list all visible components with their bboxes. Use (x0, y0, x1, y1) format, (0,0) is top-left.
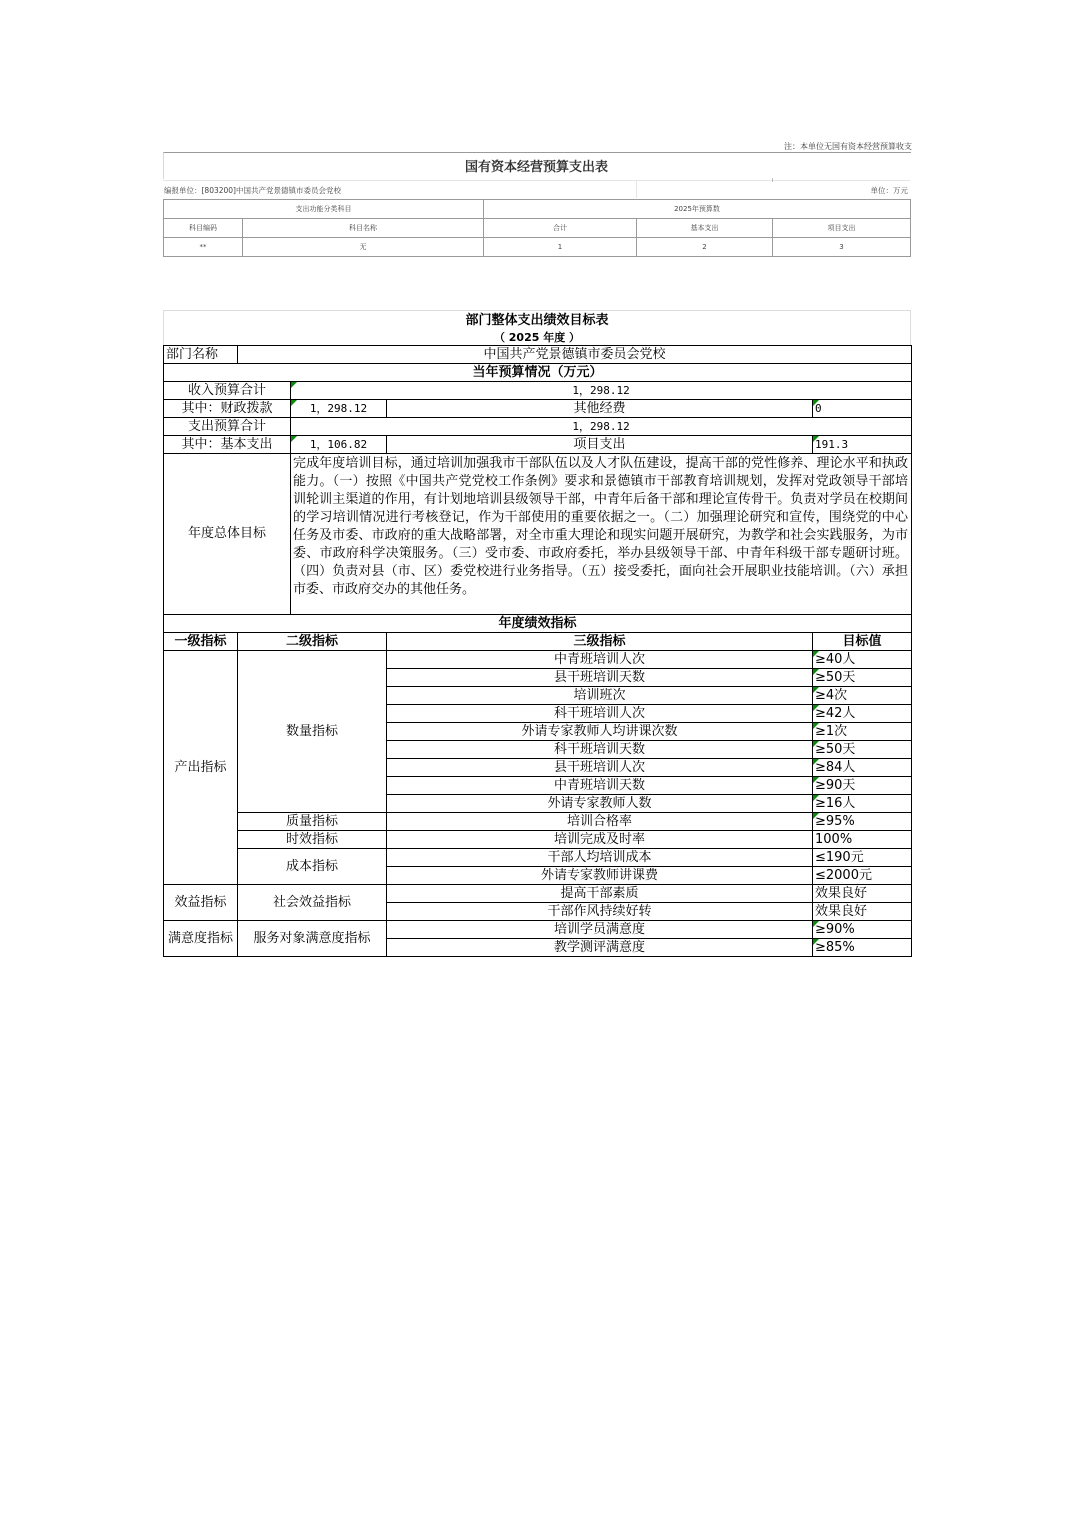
table-row (164, 849, 912, 867)
indicator-target: ≤190元 (813, 849, 912, 867)
table1-group-header: 2025年预算数 (484, 200, 911, 219)
indicator-target: ≥85% (813, 939, 912, 957)
table1-divider (163, 180, 910, 181)
indicator-target: ≥50天 (813, 741, 912, 759)
performance-target-table (163, 345, 912, 957)
other-funds-label: 其他经费 (387, 400, 813, 418)
table-row (164, 921, 912, 939)
level1-output: 产出指标 (164, 651, 238, 885)
performance-section-header: 年度绩效指标 (164, 615, 912, 633)
cell-marker-icon (813, 705, 819, 711)
indicator-target: 效果良好 (813, 885, 912, 903)
indicator-name: 培训学员满意度 (387, 921, 813, 939)
indicator-target: 100% (813, 831, 912, 849)
indicator-target: ≤2000元 (813, 867, 912, 885)
indicator-target: 效果良好 (813, 903, 912, 921)
cell-marker-icon (813, 723, 819, 729)
cell-marker-icon (813, 687, 819, 693)
other-funds-value: 0 (813, 400, 912, 418)
table1-column-header: 科目名称 (243, 219, 484, 238)
indicator-name: 科干班培训人次 (387, 705, 813, 723)
column-header-level3: 三级指标 (387, 633, 813, 651)
table2-year: （ 2025 年度 ） (163, 330, 911, 345)
table-row (164, 831, 912, 849)
cell-marker-icon (291, 400, 297, 406)
indicator-name: 县干班培训人次 (387, 759, 813, 777)
level1-satisfaction: 满意度指标 (164, 921, 238, 957)
table1-divider (772, 178, 773, 182)
table-row (164, 885, 912, 903)
table1-cell: 无 (243, 238, 484, 257)
indicator-name: 培训班次 (387, 687, 813, 705)
table1-column-header: 基本支出 (637, 219, 773, 238)
cell-marker-icon (813, 651, 819, 657)
cell-marker-icon (813, 741, 819, 747)
table1-cell: 1 (484, 238, 637, 257)
cell-marker-icon (291, 382, 297, 388)
column-header-level2: 二级指标 (238, 633, 387, 651)
basic-expense-value: 1，106.82 (291, 436, 387, 454)
indicator-target: ≥42人 (813, 705, 912, 723)
indicator-name: 中青班培训天数 (387, 777, 813, 795)
cell-marker-icon (813, 939, 819, 945)
indicator-name: 培训完成及时率 (387, 831, 813, 849)
fiscal-allocation-label: 其中：财政拨款 (164, 400, 291, 418)
level2-timeliness: 时效指标 (238, 831, 387, 849)
cell-marker-icon (813, 921, 819, 927)
indicator-target: ≥40人 (813, 651, 912, 669)
indicator-target: ≥4次 (813, 687, 912, 705)
indicator-target: ≥90% (813, 921, 912, 939)
indicator-name: 外请专家教师人均讲课次数 (387, 723, 813, 741)
indicator-name: 干部作风持续好转 (387, 903, 813, 921)
level2-quality: 质量指标 (238, 813, 387, 831)
indicator-target: ≥16人 (813, 795, 912, 813)
indicator-name: 外请专家教师讲课费 (387, 867, 813, 885)
table1-title: 国有资本经营预算支出表 (464, 160, 608, 175)
table1-cell: ** (164, 238, 243, 257)
cell-marker-icon (813, 795, 819, 801)
income-total-label: 收入预算合计 (164, 382, 291, 400)
cell-marker-icon (813, 813, 819, 819)
column-header-level1: 一级指标 (164, 633, 238, 651)
level1-benefit: 效益指标 (164, 885, 238, 921)
annual-goal-label: 年度总体目标 (164, 454, 291, 615)
indicator-target: ≥90天 (813, 777, 912, 795)
table2-title: 部门整体支出绩效目标表 (163, 310, 911, 330)
indicator-name: 县干班培训天数 (387, 669, 813, 687)
indicator-name: 中青班培训人次 (387, 651, 813, 669)
project-expense-value: 191.3 (813, 436, 912, 454)
dept-name-label: 部门名称 (164, 346, 238, 364)
table-row (164, 651, 912, 669)
indicator-name: 培训合格率 (387, 813, 813, 831)
table1-column-header: 合计 (484, 219, 637, 238)
cell-marker-icon (813, 777, 819, 783)
cell-marker-icon (813, 436, 819, 442)
table1-column-header: 项目支出 (773, 219, 911, 238)
indicator-name: 提高干部素质 (387, 885, 813, 903)
basic-expense-label: 其中：基本支出 (164, 436, 291, 454)
indicator-name: 外请专家教师人数 (387, 795, 813, 813)
cell-marker-icon (813, 759, 819, 765)
level2-service: 服务对象满意度指标 (238, 921, 387, 957)
indicator-name: 教学测评满意度 (387, 939, 813, 957)
table1-cell: 2 (637, 238, 773, 257)
expense-total-value: 1，298.12 (291, 418, 912, 436)
table1-cell: 3 (773, 238, 911, 257)
table1-note: 注：本单位无国有资本经营预算收支 (784, 142, 912, 151)
indicator-name: 干部人均培训成本 (387, 849, 813, 867)
dept-name-value: 中国共产党景德镇市委员会党校 (238, 346, 912, 364)
table-row (164, 238, 911, 257)
annual-goal-text: 完成年度培训目标，通过培训加强我市干部队伍以及人才队伍建设，提高干部的党性修养、理论水平和执政能力。（一）按照《中国共产党党校工作条例》要求和景德镇市干部教育培训规划，发挥对党政领导干部培训轮训主渠道的作用，有计划地培训县级领导干部，中青年后备干部和理论宣传骨干。负责对学员在校期间的学习培训情况进行考核登记，作为干部使用的重要依据之一。（二）加强理论研究和宣传，围绕党的中心任务及市委、市政府的重大战略部署，对全市重大理论和现实问题开展研究，为教学和社会实践服务，为市委、市政府科学决策服务。（三）受市委、市政府委托，举办县级领导干部、中青年科级干部专题研讨班。（四）负责对县（市、区）委党校进行业务指导。（五）接受委托，面向社会开展职业技能培训。（六）承担市委、市政府交办的其他任务。 (291, 454, 912, 615)
table1-reporting-unit: 编报单位：[803200]中国共产党景德镇市委员会党校 (164, 186, 341, 195)
state-capital-budget-table (163, 199, 911, 257)
table1-currency-unit: 单位：万元 (870, 186, 908, 195)
indicator-target: ≥84人 (813, 759, 912, 777)
table-row (164, 813, 912, 831)
indicator-name: 科干班培训天数 (387, 741, 813, 759)
fiscal-allocation-value: 1，298.12 (291, 400, 387, 418)
cell-marker-icon (813, 400, 819, 406)
level2-quantity: 数量指标 (238, 651, 387, 813)
indicator-target: ≥50天 (813, 669, 912, 687)
table1-group-header: 支出功能分类科目 (164, 200, 484, 219)
level2-cost: 成本指标 (238, 849, 387, 885)
performance-target-sheet (163, 310, 911, 957)
level2-social: 社会效益指标 (238, 885, 387, 921)
column-header-target: 目标值 (813, 633, 912, 651)
budget-section-header: 当年预算情况（万元） (164, 364, 912, 382)
cell-marker-icon (291, 436, 297, 442)
expense-total-label: 支出预算合计 (164, 418, 291, 436)
income-total-value: 1，298.12 (291, 382, 912, 400)
project-expense-label: 项目支出 (387, 436, 813, 454)
cell-marker-icon (813, 669, 819, 675)
indicator-target: ≥95% (813, 813, 912, 831)
table1-divider (636, 180, 637, 198)
indicator-target: ≥1次 (813, 723, 912, 741)
table1-column-header: 科目编码 (164, 219, 243, 238)
